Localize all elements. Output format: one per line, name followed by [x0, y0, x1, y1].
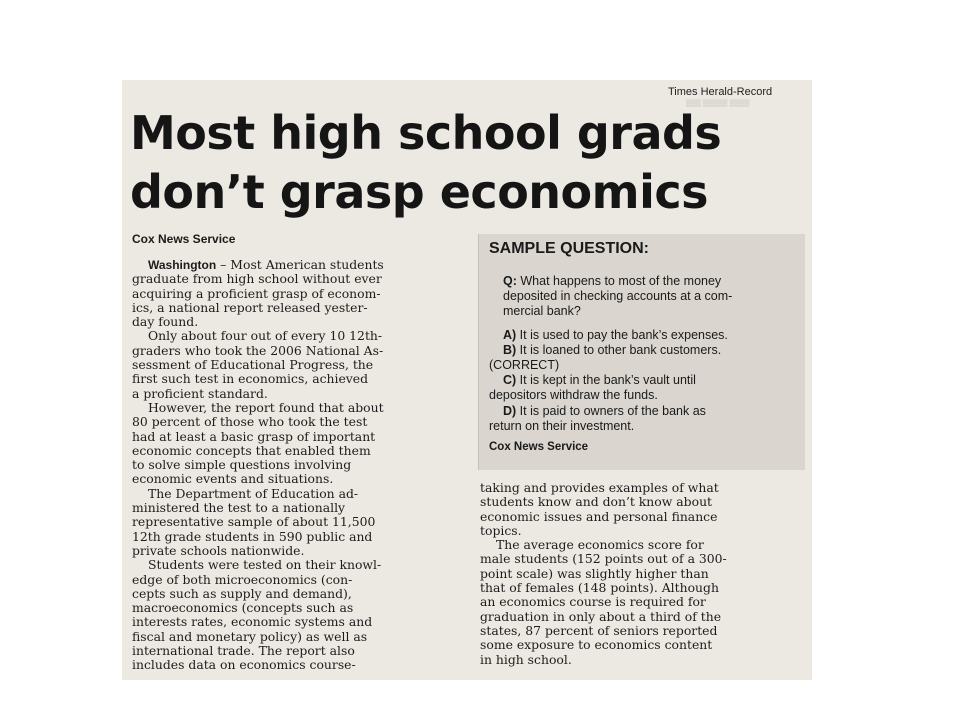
answer-line [489, 404, 799, 419]
article-lead-line [132, 258, 462, 272]
sample-question-title: SAMPLE QUESTION: [489, 240, 650, 257]
left-line: first such test in economics, achieved [132, 371, 369, 387]
left-line: The Department of Education ad- [148, 485, 359, 501]
newspaper-source: Times Herald-Record [668, 86, 773, 98]
left-line: Only about four out of every 10 12th- [148, 328, 383, 344]
left-line: graduate from high school without ever [132, 271, 382, 287]
source-faded-date: ▒▒▒ ▒▒▒▒▒ ▒▒▒▒ [686, 100, 750, 107]
right-line: The average economics score for [496, 537, 704, 553]
right-line: some exposure to economics content [480, 637, 713, 653]
question-gap [489, 320, 799, 328]
article-right-column [480, 481, 810, 667]
question-text-1: What happens to most of the money [516, 274, 722, 288]
dateline: Washington [148, 258, 217, 272]
question-text-3: mercial bank? [503, 304, 581, 319]
question-label: Q: [503, 274, 517, 288]
right-line: states, 87 percent of seniors reported [480, 622, 718, 638]
left-line: fiscal and monetary policy) as well as [132, 628, 368, 644]
sample-question-credit: Cox News Service [489, 441, 589, 453]
answer-list [489, 328, 799, 434]
left-line: representative sample of about 11,500 [132, 514, 376, 530]
answer-line [489, 328, 799, 343]
left-line: 80 percent of those who took the test [132, 414, 368, 430]
answer-line [489, 373, 799, 388]
left-line: to solve simple questions involving [132, 457, 352, 473]
left-line: economic concepts that enabled them [132, 442, 371, 458]
left-line: a proficient standard. [132, 385, 268, 401]
headline-line-1: Most high school grads [130, 106, 722, 160]
left-line: ministered the test to a nationally [132, 500, 346, 516]
left-line: graders who took the 2006 National As- [132, 342, 384, 358]
left-line: sessment of Educational Progress, the [132, 357, 374, 373]
answer-text: It is used to pay the bank’s expenses. [516, 327, 728, 342]
left-line: acquiring a proficient grasp of econom- [132, 285, 381, 301]
right-line: point scale) was slightly higher than [480, 565, 709, 581]
left-line: Students were tested on their knowl- [148, 557, 382, 573]
answer-line: (CORRECT) [489, 357, 560, 372]
left-line: day found. [132, 314, 199, 330]
right-line: male students (152 points out of a 300- [480, 551, 727, 567]
answer-text: It is kept in the bank’s vault until [516, 373, 696, 388]
answer-label: A) [503, 327, 517, 342]
right-line: in high school. [480, 651, 572, 667]
left-line: ics, a national report released yester- [132, 299, 368, 315]
right-line: topics. [480, 522, 522, 538]
right-column-lines [480, 481, 810, 667]
left-column-lines [132, 272, 462, 672]
left-line: had at least a basic grasp of important [132, 428, 376, 444]
left-line: macroeconomics (concepts such as [132, 600, 354, 616]
article-left-column [132, 258, 462, 673]
question-line [489, 274, 799, 289]
answer-line [489, 343, 799, 358]
answer-text: It is paid to owners of the bank as [516, 403, 706, 418]
right-line: an economics course is required for [480, 594, 706, 610]
answer-text: It is loaned to other bank customers. [516, 342, 722, 357]
headline [130, 104, 810, 222]
right-line: economic issues and personal finance [480, 508, 718, 524]
left-line: includes data on economics course- [132, 657, 356, 673]
answer-line: depositors withdraw the funds. [489, 388, 658, 403]
byline: Cox News Service [132, 232, 236, 246]
lead-text: – Most American students [216, 257, 384, 272]
right-line: students know and don’t know about [480, 494, 713, 510]
answer-label: B) [503, 342, 517, 357]
right-line: graduation in only about a third of the [480, 608, 722, 624]
left-line: cepts such as supply and demand), [132, 585, 352, 601]
headline-line-2: don’t grasp economics [130, 165, 708, 219]
right-line: taking and provides examples of what [480, 480, 719, 495]
answer-label: D) [503, 403, 517, 418]
left-line: international trade. The report also [132, 643, 355, 659]
answer-label: C) [503, 373, 517, 388]
left-line: private schools nationwide. [132, 542, 305, 558]
left-line: economic events and situations. [132, 471, 334, 487]
left-line: edge of both microeconomics (con- [132, 571, 353, 587]
sample-question-body [489, 274, 799, 434]
left-line: However, the report found that about [148, 399, 384, 415]
left-line: 12th grade students in 590 public and [132, 528, 373, 544]
right-line: that of females (148 points). Although [480, 580, 719, 596]
answer-line: return on their investment. [489, 418, 635, 433]
left-line: interests rates, economic systems and [132, 614, 373, 630]
question-text-2: deposited in checking accounts at a com- [503, 289, 733, 304]
